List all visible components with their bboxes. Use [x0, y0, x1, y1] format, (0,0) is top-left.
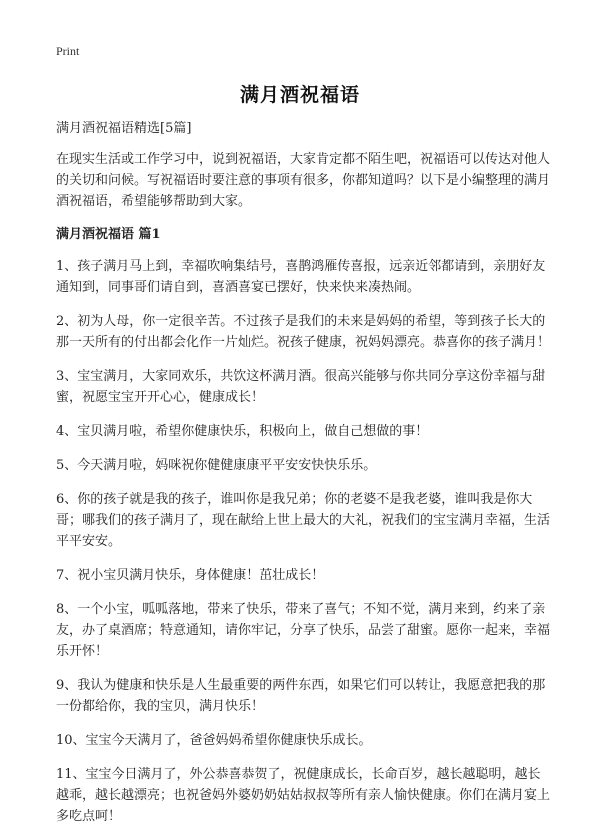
wish-paragraph-8: 8、一个小宝，呱呱落地，带来了快乐，带来了喜气；不知不觉，满月来到，约来了亲友，办了桌酒席；特意通知，请你牢记，分享了快乐，品尝了甜蜜。愿你一起来，幸福乐开怀！	[56, 602, 551, 659]
wish-paragraph-2: 2、初为人母，你一定很辛苦。不过孩子是我们的未来是妈妈的希望，等到孩子长大的那一天所有的付出都会化作一片灿烂。祝孩子健康，祝妈妈漂亮。恭喜你的孩子满月！	[56, 314, 551, 350]
wish-paragraph-7: 7、祝小宝贝满月快乐，身体健康！茁壮成长！	[56, 568, 325, 583]
section-heading: 满月酒祝福语 篇1	[56, 227, 161, 242]
wish-paragraph-11: 11、宝宝今日满月了，外公恭喜恭贺了，祝健康成长，长命百岁，越长越聪明，越长越乖，越长越漂亮；也祝爸妈外婆奶奶姑姑叔叔等所有亲人愉快健康。你们在满月宴上多吃点呵！	[56, 767, 551, 824]
document-body	[56, 119, 552, 827]
print-label[interactable]: Print	[56, 44, 80, 58]
wish-paragraph-3: 3、宝宝满月，大家同欢乐，共饮这杯满月酒。很高兴能够与你共同分享这份幸福与甜蜜，祝愿宝宝开开心心，健康成长！	[56, 369, 546, 405]
document-title: 满月酒祝福语	[239, 84, 360, 106]
wish-paragraph-6: 6、你的孩子就是我的孩子，谁叫你是我兄弟；你的老婆不是我老婆，谁叫我是你大哥；哪我们的孩子满月了，现在献给上世上最大的大礼，祝我们的宝宝满月幸福，生活平平安安。	[56, 492, 551, 549]
document-subtitle: 满月酒祝福语精选[5篇]	[56, 121, 192, 136]
wish-paragraph-5: 5、今天满月啦，妈咪祝你健健康康平平安安快快乐乐。	[56, 458, 377, 473]
wish-paragraph-1: 1、孩子满月马上到，幸福吹响集结号，喜鹊鸿雁传喜报，远亲近邻都请到，亲朋好友通知到，同事哥们请自到，喜酒喜宴已摆好，快来快来凑热闹。	[56, 259, 546, 295]
wish-paragraph-10: 10、宝宝今天满月了，爸爸妈妈希望你健康快乐成长。	[56, 733, 372, 748]
intro-paragraph: 在现实生活或工作学习中，说到祝福语，大家肯定都不陌生吧，祝福语可以传达对他人的关切和问候。写祝福语时要注意的事项有很多，你都知道吗？以下是小编整理的满月酒祝福语，希望能够帮助到大家。	[56, 152, 551, 209]
wish-paragraph-4: 4、宝贝满月啦，希望你健康快乐，积极向上，做自己想做的事！	[56, 424, 429, 439]
wish-paragraph-9: 9、我认为健康和快乐是人生最重要的两件东西，如果它们可以转让，我愿意把我的那一份都给你，我的宝贝，满月快乐！	[56, 678, 546, 714]
